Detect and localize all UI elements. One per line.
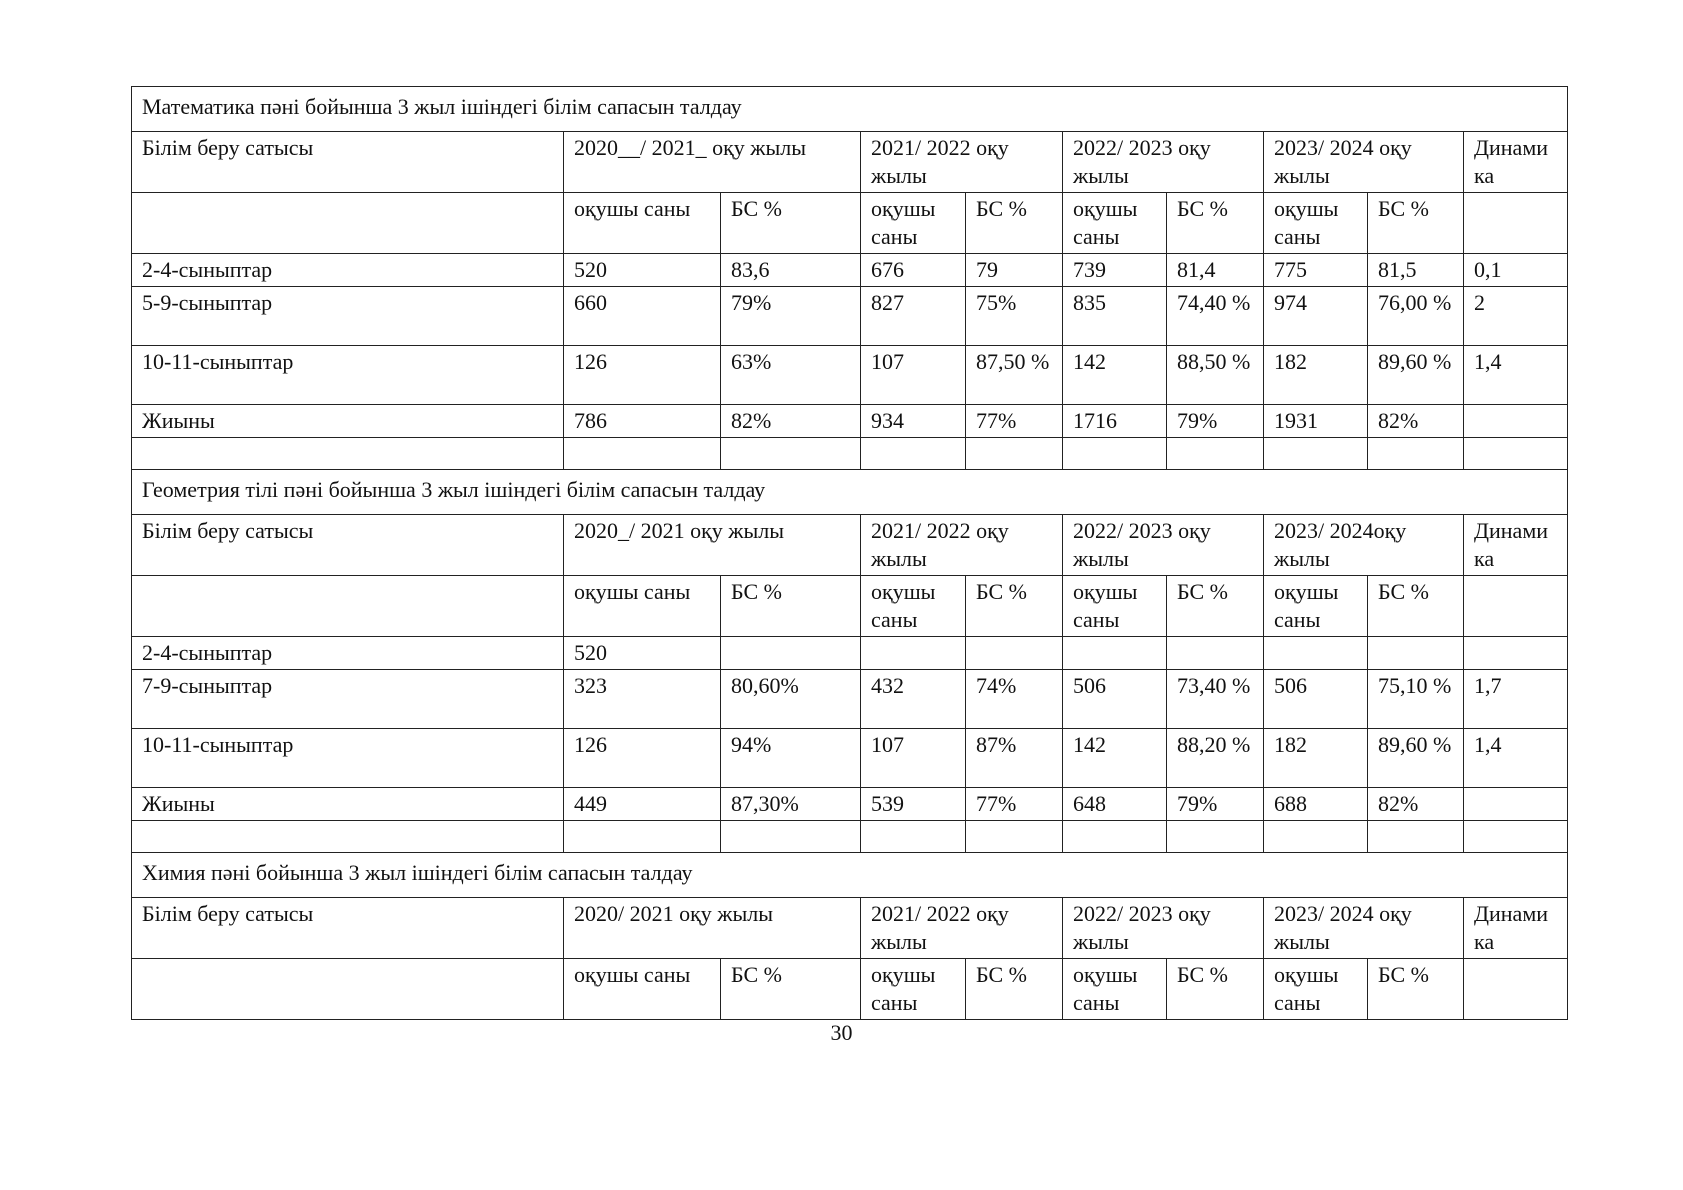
quality-percent-header: БС % — [721, 959, 861, 1020]
table-cell — [1368, 637, 1464, 670]
year-header: 2020_/ 2021 оқу жылы — [564, 515, 861, 576]
stage-header: Білім беру сатысы — [132, 898, 564, 959]
header-row — [132, 898, 1568, 959]
table-row — [132, 287, 1568, 346]
header-row — [132, 132, 1568, 193]
table-cell — [1167, 637, 1264, 670]
students-count-header: оқушы саны — [564, 576, 721, 637]
table-cell: 688 — [1264, 788, 1368, 821]
students-count-header: оқушы саны — [861, 959, 966, 1020]
table-cell: 974 — [1264, 287, 1368, 346]
table-cell: 94% — [721, 729, 861, 788]
grade-group-label: 7-9-сыныптар — [132, 670, 564, 729]
subheader-row — [132, 576, 1568, 637]
table-cell: 539 — [861, 788, 966, 821]
table-cell — [861, 637, 966, 670]
empty-cell — [1167, 438, 1264, 470]
grade-group-label: 5-9-сыныптар — [132, 287, 564, 346]
students-count-header: оқушы саны — [1264, 576, 1368, 637]
table-cell: 82% — [1368, 405, 1464, 438]
empty-cell — [1464, 193, 1568, 254]
table-cell: 79% — [1167, 788, 1264, 821]
table-cell: 87,50 % — [966, 346, 1063, 405]
empty-cell — [721, 821, 861, 853]
grade-group-label: Жиыны — [132, 405, 564, 438]
table-cell: 126 — [564, 729, 721, 788]
empty-cell — [1167, 821, 1264, 853]
section-title: Химия пәні бойынша 3 жыл ішіндегі білім сапасын талдау — [132, 853, 1568, 898]
table-cell: 89,60 % — [1368, 729, 1464, 788]
blank-row — [132, 438, 1568, 470]
year-header: 2022/ 2023 оқу жылы — [1063, 132, 1264, 193]
table-cell: 835 — [1063, 287, 1167, 346]
subheader-row — [132, 193, 1568, 254]
table-cell: 82% — [1368, 788, 1464, 821]
empty-cell — [966, 438, 1063, 470]
year-header: 2021/ 2022 оқу жылы — [861, 132, 1063, 193]
table-cell: 83,6 — [721, 254, 861, 287]
table-cell — [1063, 637, 1167, 670]
empty-cell — [132, 959, 564, 1020]
table-cell: 126 — [564, 346, 721, 405]
subheader-row — [132, 959, 1568, 1020]
section-title-row — [132, 87, 1568, 132]
students-count-header: оқушы саны — [1063, 576, 1167, 637]
table-cell: 520 — [564, 254, 721, 287]
quality-percent-header: БС % — [721, 576, 861, 637]
empty-cell — [1063, 438, 1167, 470]
table-cell: 87% — [966, 729, 1063, 788]
table-body — [132, 87, 1568, 1020]
table-cell: 0,1 — [1464, 254, 1568, 287]
year-header: 2023/ 2024оқу жылы — [1264, 515, 1464, 576]
empty-cell — [721, 438, 861, 470]
table-cell: 1931 — [1264, 405, 1368, 438]
table-cell: 81,5 — [1368, 254, 1464, 287]
table-cell: 934 — [861, 405, 966, 438]
blank-row — [132, 821, 1568, 853]
table-cell — [1464, 788, 1568, 821]
table-cell: 75,10 % — [1368, 670, 1464, 729]
table-cell: 648 — [1063, 788, 1167, 821]
table-cell: 827 — [861, 287, 966, 346]
table-row — [132, 346, 1568, 405]
quality-percent-header: БС % — [966, 576, 1063, 637]
year-header: 2022/ 2023 оқу жылы — [1063, 515, 1264, 576]
quality-percent-header: БС % — [966, 959, 1063, 1020]
table-cell: 88,50 % — [1167, 346, 1264, 405]
empty-cell — [564, 821, 721, 853]
table-cell: 89,60 % — [1368, 346, 1464, 405]
grade-group-label: Жиыны — [132, 788, 564, 821]
table-row — [132, 637, 1568, 670]
students-count-header: оқушы саны — [1063, 959, 1167, 1020]
table-cell: 2 — [1464, 287, 1568, 346]
students-count-header: оқушы саны — [1264, 959, 1368, 1020]
quality-percent-header: БС % — [966, 193, 1063, 254]
empty-cell — [132, 438, 564, 470]
table-cell: 79% — [721, 287, 861, 346]
table-cell: 75% — [966, 287, 1063, 346]
table-cell: 432 — [861, 670, 966, 729]
grade-group-label: 2-4-сыныптар — [132, 254, 564, 287]
section-title-row — [132, 470, 1568, 515]
stage-header: Білім беру сатысы — [132, 132, 564, 193]
table-cell: 506 — [1063, 670, 1167, 729]
table-cell — [1464, 637, 1568, 670]
quality-percent-header: БС % — [1167, 193, 1264, 254]
empty-cell — [1464, 438, 1568, 470]
table-cell: 87,30% — [721, 788, 861, 821]
table-cell — [1264, 637, 1368, 670]
table-cell: 107 — [861, 346, 966, 405]
table-cell: 1,7 — [1464, 670, 1568, 729]
section-title-row — [132, 853, 1568, 898]
empty-cell — [1264, 821, 1368, 853]
empty-cell — [1464, 576, 1568, 637]
year-header: 2022/ 2023 оқу жылы — [1063, 898, 1264, 959]
year-header: 2023/ 2024 оқу жылы — [1264, 132, 1464, 193]
table-cell — [966, 637, 1063, 670]
quality-percent-header: БС % — [1167, 576, 1264, 637]
empty-cell — [1464, 959, 1568, 1020]
table-cell: 786 — [564, 405, 721, 438]
empty-cell — [966, 821, 1063, 853]
empty-cell — [564, 438, 721, 470]
stage-header: Білім беру сатысы — [132, 515, 564, 576]
year-header: 2020/ 2021 оқу жылы — [564, 898, 861, 959]
table-cell: 74,40 % — [1167, 287, 1264, 346]
quality-percent-header: БС % — [1368, 193, 1464, 254]
table-cell: 739 — [1063, 254, 1167, 287]
year-header: 2021/ 2022 оқу жылы — [861, 515, 1063, 576]
header-row — [132, 515, 1568, 576]
dynamics-header: Динамика — [1464, 132, 1568, 193]
table-row — [132, 670, 1568, 729]
table-cell: 82% — [721, 405, 861, 438]
table-cell: 88,20 % — [1167, 729, 1264, 788]
table-cell: 1,4 — [1464, 729, 1568, 788]
table-cell: 77% — [966, 405, 1063, 438]
table-cell: 63% — [721, 346, 861, 405]
table-cell: 1716 — [1063, 405, 1167, 438]
year-header: 2020__/ 2021_ оқу жылы — [564, 132, 861, 193]
grade-group-label: 2-4-сыныптар — [132, 637, 564, 670]
section-title: Геометрия тілі пәні бойынша 3 жыл ішіндегі білім сапасын талдау — [132, 470, 1568, 515]
quality-percent-header: БС % — [721, 193, 861, 254]
grade-group-label: 10-11-сыныптар — [132, 729, 564, 788]
students-count-header: оқушы саны — [564, 959, 721, 1020]
quality-percent-header: БС % — [1167, 959, 1264, 1020]
students-count-header: оқушы саны — [861, 576, 966, 637]
students-count-header: оқушы саны — [1264, 193, 1368, 254]
table-cell: 142 — [1063, 346, 1167, 405]
empty-cell — [1368, 438, 1464, 470]
empty-cell — [132, 193, 564, 254]
quality-percent-header: БС % — [1368, 959, 1464, 1020]
table-cell: 73,40 % — [1167, 670, 1264, 729]
table-cell: 77% — [966, 788, 1063, 821]
students-count-header: оқушы саны — [861, 193, 966, 254]
table-row — [132, 254, 1568, 287]
empty-cell — [1063, 821, 1167, 853]
table-cell: 79 — [966, 254, 1063, 287]
table-cell: 506 — [1264, 670, 1368, 729]
table-cell: 182 — [1264, 729, 1368, 788]
empty-cell — [132, 576, 564, 637]
students-count-header: оқушы саны — [564, 193, 721, 254]
quality-percent-header: БС % — [1368, 576, 1464, 637]
dynamics-header: Динамика — [1464, 898, 1568, 959]
table-cell: 107 — [861, 729, 966, 788]
table-cell: 775 — [1264, 254, 1368, 287]
table-cell: 80,60% — [721, 670, 861, 729]
table-cell: 520 — [564, 637, 721, 670]
table-cell: 676 — [861, 254, 966, 287]
table-cell: 1,4 — [1464, 346, 1568, 405]
table-row — [132, 729, 1568, 788]
table-row — [132, 405, 1568, 438]
empty-cell — [132, 821, 564, 853]
empty-cell — [1368, 821, 1464, 853]
year-header: 2021/ 2022 оқу жылы — [861, 898, 1063, 959]
section-title: Математика пәні бойынша 3 жыл ішіндегі білім сапасын талдау — [132, 87, 1568, 132]
table-cell: 79% — [1167, 405, 1264, 438]
year-header: 2023/ 2024 оқу жылы — [1264, 898, 1464, 959]
empty-cell — [1264, 438, 1368, 470]
table-cell: 323 — [564, 670, 721, 729]
table-cell: 81,4 — [1167, 254, 1264, 287]
dynamics-header: Динамика — [1464, 515, 1568, 576]
table-cell: 660 — [564, 287, 721, 346]
empty-cell — [861, 821, 966, 853]
empty-cell — [861, 438, 966, 470]
table-cell: 142 — [1063, 729, 1167, 788]
table-cell: 449 — [564, 788, 721, 821]
page-number: 30 — [830, 1020, 853, 1045]
empty-cell — [1464, 821, 1568, 853]
table-cell: 74% — [966, 670, 1063, 729]
students-count-header: оқушы саны — [1063, 193, 1167, 254]
table-cell — [721, 637, 861, 670]
table-row — [132, 788, 1568, 821]
quality-analysis-table — [131, 86, 1568, 1020]
table-cell: 182 — [1264, 346, 1368, 405]
grade-group-label: 10-11-сыныптар — [132, 346, 564, 405]
table-cell: 76,00 % — [1368, 287, 1464, 346]
table-cell — [1464, 405, 1568, 438]
